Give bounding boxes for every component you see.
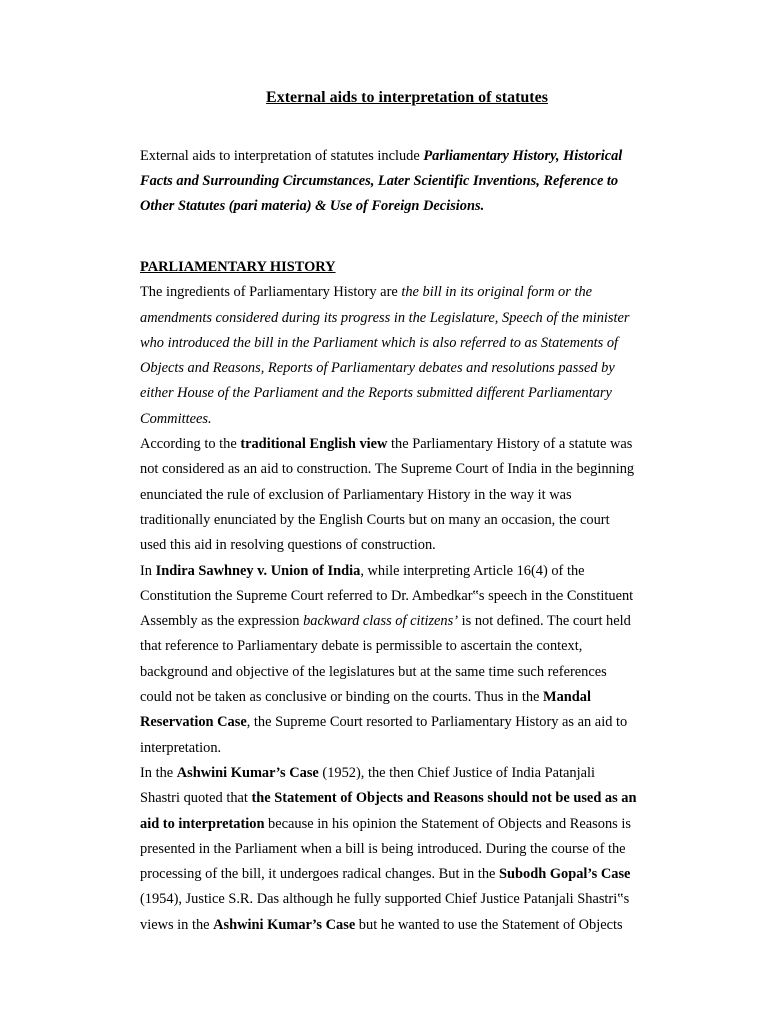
text-line xyxy=(140,660,680,685)
text-line xyxy=(140,407,680,432)
text-run: amendments considered during its progress in the Legislature, Speech of the minister xyxy=(140,309,630,326)
text-run: presented in the Parliament when a bill is being introduced. During the course of the xyxy=(140,840,626,857)
text-run: traditionally enunciated by the English Courts but on many an occasion, the court xyxy=(140,511,610,528)
text-line xyxy=(140,559,680,584)
text-line xyxy=(140,812,680,837)
text-run: who introduced the bill in the Parliament which is also referred to as Statements of xyxy=(140,334,619,351)
text-run: In the xyxy=(140,764,177,781)
text-run: used this aid in resolving questions of construction. xyxy=(140,537,436,554)
text-run: background and objective of the legislatures but at the same time such references xyxy=(140,663,607,680)
text-run: enunciated the rule of exclusion of Parliamentary History in the way it was xyxy=(140,486,572,503)
text-line xyxy=(140,483,680,508)
text-run: External aids to interpretation of statutes include xyxy=(140,148,424,164)
text-line xyxy=(140,887,680,912)
text-line xyxy=(140,862,680,887)
text-line xyxy=(140,306,680,331)
section-parliamentary-history xyxy=(140,255,680,938)
text-run: aid to interpretation xyxy=(140,815,265,832)
text-run: According to the xyxy=(140,436,241,453)
text-run: (1954), Justice S.R. Das although he fully supported Chief Justice Patanjali Shastri‟s xyxy=(140,891,630,908)
text-run: , while interpreting Article 16(4) of the xyxy=(360,562,585,579)
text-run: but he wanted to use the Statement of Objects xyxy=(355,916,623,933)
text-run: The ingredients of Parliamentary History are xyxy=(140,284,402,301)
text-run: Indira Sawhney v. Union of India xyxy=(155,562,361,579)
text-run: the Parliamentary History of a statute was xyxy=(387,436,633,453)
text-line xyxy=(140,584,680,609)
text-line xyxy=(140,685,680,710)
text-run: , the Supreme Court resorted to Parliamentary History as an aid to xyxy=(246,714,628,731)
text-run: Subodh Gopal’s Case xyxy=(499,866,631,883)
text-line xyxy=(140,786,680,811)
text-line xyxy=(140,609,680,634)
text-run: Parliamentary History, Historical xyxy=(423,148,623,164)
text-line xyxy=(140,356,680,381)
section-heading: PARLIAMENTARY HISTORY xyxy=(140,259,336,275)
text-run: Committees. xyxy=(140,410,212,427)
text-run: Shastri quoted that xyxy=(140,790,252,807)
text-line xyxy=(140,169,676,194)
text-line xyxy=(140,280,680,305)
text-line xyxy=(140,913,680,938)
section-body-text xyxy=(140,280,680,938)
text-run: is not defined. The court held xyxy=(458,613,631,630)
text-run: Ashwini Kumar’s Case xyxy=(213,916,356,933)
text-line xyxy=(140,761,680,786)
text-run: not considered as an aid to construction. The Supreme Court of India in the beginning xyxy=(140,461,635,478)
text-line xyxy=(140,837,680,862)
text-run: that reference to Parliamentary debate is permissible to ascertain the context, xyxy=(140,638,583,655)
intro-paragraph xyxy=(140,144,676,219)
section-heading-line xyxy=(140,255,680,280)
text-run: processing of the bill, it undergoes radical changes. But in the xyxy=(140,866,500,883)
text-run: because in his opinion the Statement of Objects and Reasons is xyxy=(264,815,631,832)
text-run: either House of the Parliament and the Reports submitted different Parliamentary xyxy=(140,385,612,402)
text-run: Mandal xyxy=(543,689,591,706)
document-title: External aids to interpretation of statutes xyxy=(266,89,548,106)
text-line xyxy=(140,457,680,482)
text-line xyxy=(140,710,680,735)
text-run: interpretation. xyxy=(140,739,222,756)
text-run: Reservation Case xyxy=(140,714,247,731)
text-line xyxy=(140,194,676,219)
text-run: In xyxy=(140,562,156,579)
text-run: Ashwini Kumar’s Case xyxy=(176,764,319,781)
text-run: traditional English view xyxy=(240,436,388,453)
text-run: could not be taken as conclusive or binding on the courts. Thus in the xyxy=(140,689,543,706)
text-run: the bill in its original form or the xyxy=(401,284,593,301)
text-run: Constitution the Supreme Court referred to Dr. Ambedkar‟s speech in the Constituent xyxy=(140,587,634,604)
text-line xyxy=(140,634,680,659)
text-run: the Statement of Objects and Reasons should not be used as an xyxy=(251,790,637,807)
text-line xyxy=(140,144,676,169)
text-run: backward class of citizens’ xyxy=(303,613,459,630)
text-run: Other Statutes (pari materia) & Use of Foreign Decisions. xyxy=(140,198,485,214)
text-run: Assembly as the expression xyxy=(140,613,304,630)
text-line xyxy=(140,533,680,558)
text-run: Facts and Surrounding Circumstances, Later Scientific Inventions, Reference to xyxy=(140,173,619,189)
text-line xyxy=(140,736,680,761)
text-run: views in the xyxy=(140,916,214,933)
text-line xyxy=(140,432,680,457)
text-line xyxy=(140,381,680,406)
text-line xyxy=(140,508,680,533)
text-run: Objects and Reasons, Reports of Parliamentary debates and resolutions passed by xyxy=(140,360,615,377)
text-run: (1952), the then Chief Justice of India Patanjali xyxy=(318,764,595,781)
text-line xyxy=(140,331,680,356)
